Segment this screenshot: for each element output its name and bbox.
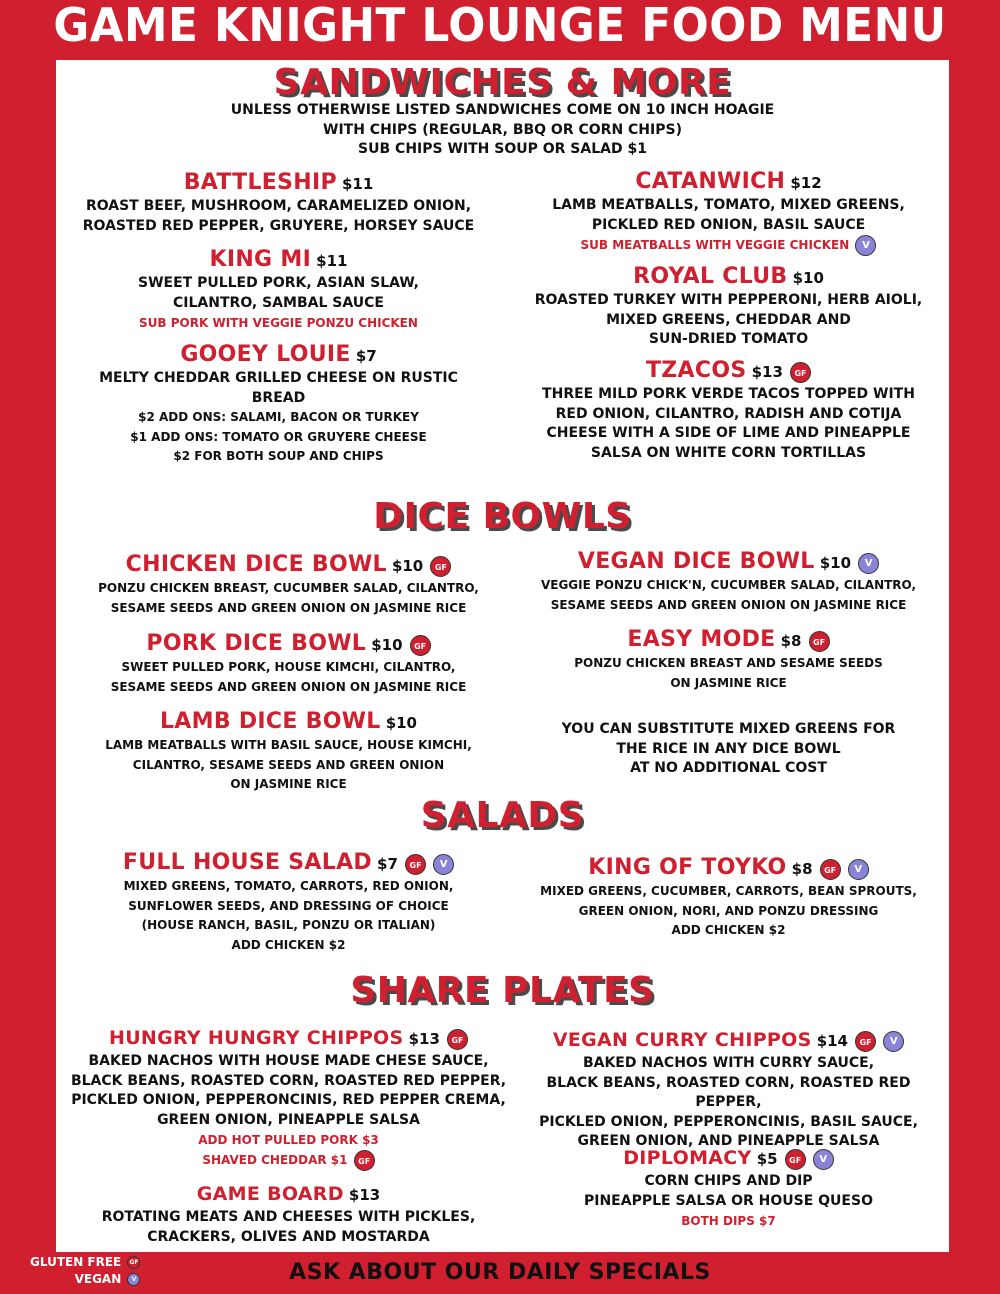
note-line: THE RICE IN ANY DICE BOWL bbox=[616, 740, 841, 757]
gluten-free-icon: GF bbox=[809, 631, 830, 652]
gluten-free-icon: GF bbox=[785, 1149, 806, 1170]
item-desc: GREEN ONION, NORI, AND PONZU DRESSING bbox=[578, 903, 879, 918]
item-desc: BAKED NACHOS WITH HOUSE MADE CHESE SAUCE, bbox=[88, 1053, 489, 1069]
item-desc: ROTATING MEATS AND CHEESES WITH PICKLES, bbox=[101, 1209, 476, 1225]
item-desc: ROASTED RED PEPPER, GRUYERE, HORSEY SAUCE bbox=[82, 217, 475, 234]
item-price: $8 bbox=[791, 860, 813, 878]
menu-item-diplomacy bbox=[516, 1145, 941, 1231]
item-desc: SESAME SEEDS AND GREEN ONION ON JASMINE RICE bbox=[110, 600, 467, 615]
menu-title: GAME KNIGHT LOUNGE FOOD MENU bbox=[53, 0, 947, 52]
menu-item-king-mi bbox=[66, 247, 491, 333]
item-desc: CRACKERS, OLIVES AND MOSTARDA bbox=[147, 1228, 430, 1245]
item-price: $11 bbox=[342, 175, 374, 193]
item-desc: CILANTRO, SAMBAL SAUCE bbox=[173, 294, 384, 311]
gluten-free-icon: GF bbox=[447, 1029, 468, 1050]
item-desc: SUN-DRIED TOMATO bbox=[648, 331, 809, 347]
item-desc: PICKLED ONION, PEPPERONCINIS, RED PEPPER CREMA, bbox=[71, 1092, 506, 1108]
item-extra: $2 ADD ONS: SALAMI, BACON OR TURKEY bbox=[138, 410, 419, 424]
item-price: $13 bbox=[751, 363, 783, 381]
note-line: YOU CAN SUBSTITUTE MIXED GREENS FOR bbox=[561, 721, 896, 737]
menu-item-pork-dice-bowl bbox=[66, 631, 511, 697]
vegan-icon: V bbox=[858, 553, 879, 574]
item-name: LAMB DICE BOWL bbox=[159, 709, 381, 734]
item-desc: ADD CHICKEN $2 bbox=[671, 923, 786, 937]
item-desc: BAKED NACHOS WITH CURRY SAUCE, bbox=[582, 1055, 875, 1071]
menu-item-chicken-dice-bowl bbox=[66, 552, 511, 618]
gluten-free-icon: GF bbox=[820, 859, 841, 880]
item-desc: ROAST BEEF, MUSHROOM, CARAMELIZED ONION, bbox=[85, 198, 472, 214]
item-desc: PINEAPPLE SALSA OR HOUSE QUESO bbox=[584, 1192, 873, 1209]
item-desc: THREE MILD PORK VERDE TACOS TOPPED WITH bbox=[542, 386, 915, 402]
note-line: AT NO ADDITIONAL COST bbox=[630, 760, 827, 776]
legend-gluten-free-label: GLUTEN FREE bbox=[30, 1255, 122, 1269]
daily-specials-banner: ASK ABOUT OUR DAILY SPECIALS bbox=[289, 1260, 711, 1285]
vegan-icon: V bbox=[127, 1273, 140, 1286]
item-desc: SWEET PULLED PORK, HOUSE KIMCHI, CILANTRO, bbox=[121, 660, 456, 674]
gluten-free-icon: GF bbox=[405, 854, 426, 875]
item-name: KING OF TOYKO bbox=[588, 855, 787, 880]
item-price: $10 bbox=[819, 554, 852, 572]
item-note: ADD HOT PULLED PORK $3 bbox=[198, 1133, 379, 1147]
menu-item-lamb-dice-bowl bbox=[66, 709, 511, 795]
intro-line: UNLESS OTHERWISE LISTED SANDWICHES COME ON 10 INCH HOAGIE bbox=[230, 102, 775, 118]
item-extra: $1 ADD ONS: TOMATO OR GRUYERE CHEESE bbox=[130, 429, 427, 444]
gluten-free-icon: GF bbox=[410, 635, 431, 656]
item-desc: CILANTRO, SESAME SEEDS AND GREEN ONION bbox=[132, 757, 445, 772]
section-title-share-plates: SHARE PLATES bbox=[350, 970, 655, 1011]
item-desc: ADD CHICKEN $2 bbox=[231, 937, 346, 952]
gluten-free-icon: GF bbox=[430, 556, 451, 577]
item-price: $7 bbox=[355, 347, 377, 365]
item-name: BATTLESHIP bbox=[183, 170, 337, 195]
item-price: $10 bbox=[385, 714, 417, 732]
item-price: $13 bbox=[408, 1030, 440, 1048]
section-title-salads: SALADS bbox=[420, 795, 585, 836]
item-note: SHAVED CHEDDAR $1 bbox=[202, 1153, 348, 1167]
item-desc: MIXED GREENS, CHEDDAR AND bbox=[606, 311, 851, 328]
menu-item-battleship bbox=[66, 170, 491, 236]
item-desc: SESAME SEEDS AND GREEN ONION ON JASMINE RICE bbox=[550, 597, 907, 612]
menu-item-tzacos bbox=[516, 358, 941, 463]
item-price: $14 bbox=[816, 1032, 848, 1050]
item-desc: LAMB MEATBALLS WITH BASIL SAUCE, HOUSE KIMCHI, bbox=[105, 738, 472, 752]
item-name: ROYAL CLUB bbox=[633, 264, 788, 289]
item-desc: GREEN ONION, AND PINEAPPLE SALSA bbox=[577, 1133, 880, 1149]
menu-item-king-of-toyko bbox=[516, 855, 941, 941]
item-name: HUNGRY HUNGRY CHIPPOS bbox=[109, 1027, 404, 1049]
menu-item-easy-mode bbox=[516, 627, 941, 693]
section-title-sandwiches: SANDWICHES & MORE bbox=[273, 62, 732, 103]
item-price: $10 bbox=[371, 636, 403, 654]
intro-line: SUB CHIPS WITH SOUP OR SALAD $1 bbox=[358, 141, 647, 157]
item-desc: VEGGIE PONZU CHICK'N, CUCUMBER SALAD, CILANTRO, bbox=[540, 578, 917, 592]
menu-item-gooey-louie bbox=[66, 342, 491, 467]
item-name: CHICKEN DICE BOWL bbox=[125, 552, 387, 577]
item-price: $13 bbox=[348, 1186, 381, 1204]
menu-item-vegan-curry-chippos bbox=[516, 1027, 941, 1152]
item-name: PORK DICE BOWL bbox=[146, 631, 367, 656]
item-desc: SUNFLOWER SEEDS, AND DRESSING OF CHOICE bbox=[128, 898, 449, 913]
item-price: $5 bbox=[756, 1150, 778, 1168]
item-desc: SWEET PULLED PORK, ASIAN SLAW, bbox=[138, 275, 419, 291]
legend-vegan-label: VEGAN bbox=[74, 1272, 122, 1286]
item-desc: BREAD bbox=[251, 389, 306, 406]
item-name: VEGAN DICE BOWL bbox=[577, 549, 815, 574]
item-desc: LAMB MEATBALLS, TOMATO, MIXED GREENS, bbox=[552, 197, 905, 213]
item-name: GAME BOARD bbox=[196, 1183, 344, 1205]
gluten-free-icon: GF bbox=[127, 1256, 140, 1269]
section-title-dice-bowls: DICE BOWLS bbox=[373, 496, 632, 537]
menu-item-royal-club bbox=[516, 264, 941, 350]
menu-item-vegan-dice-bowl bbox=[516, 549, 941, 615]
item-price: $8 bbox=[780, 632, 802, 650]
menu-item-catanwich bbox=[516, 169, 941, 256]
gluten-free-icon: GF bbox=[855, 1031, 876, 1052]
item-name: TZACOS bbox=[646, 358, 747, 383]
dietary-legend bbox=[30, 1254, 140, 1288]
item-price: $12 bbox=[790, 174, 822, 192]
item-note: BOTH DIPS $7 bbox=[681, 1214, 776, 1228]
item-desc: PICKLED RED ONION, BASIL SAUCE bbox=[591, 216, 866, 233]
vegan-icon: V bbox=[848, 859, 869, 880]
item-desc: CORN CHIPS AND DIP bbox=[644, 1173, 813, 1189]
item-desc: BLACK BEANS, ROASTED CORN, ROASTED RED PEPPER, bbox=[70, 1072, 507, 1089]
vegan-icon: V bbox=[813, 1149, 834, 1170]
item-price: $10 bbox=[792, 269, 824, 287]
item-desc: ON JASMINE RICE bbox=[670, 675, 787, 690]
dice-bowl-substitute-note bbox=[516, 720, 941, 779]
item-desc: MELTY CHEDDAR GRILLED CHEESE ON RUSTIC bbox=[99, 370, 458, 386]
item-price: $11 bbox=[316, 252, 348, 270]
menu-item-full-house-salad bbox=[66, 850, 511, 955]
sandwich-intro bbox=[56, 101, 949, 160]
item-desc: RED ONION, CILANTRO, RADISH AND COTIJA bbox=[555, 405, 902, 422]
item-desc: MIXED GREENS, TOMATO, CARROTS, RED ONION, bbox=[123, 879, 454, 893]
item-extra: $2 FOR BOTH SOUP AND CHIPS bbox=[173, 449, 384, 463]
item-price: $7 bbox=[377, 855, 398, 873]
item-desc: (HOUSE RANCH, BASIL, PONZU OR ITALIAN) bbox=[141, 918, 436, 932]
item-desc: PONZU CHICKEN BREAST, CUCUMBER SALAD, CILANTRO, bbox=[98, 581, 479, 595]
item-desc: ON JASMINE RICE bbox=[230, 777, 347, 791]
vegan-icon: V bbox=[433, 854, 454, 875]
item-desc: CHEESE WITH A SIDE OF LIME AND PINEAPPLE bbox=[546, 425, 911, 441]
vegan-icon: V bbox=[855, 235, 876, 256]
menu-panel bbox=[56, 60, 949, 1252]
item-note: SUB MEATBALLS WITH VEGGIE CHICKEN bbox=[580, 238, 850, 252]
item-name: KING MI bbox=[209, 247, 312, 272]
menu-item-game-board bbox=[66, 1181, 511, 1247]
item-desc: SESAME SEEDS AND GREEN ONION ON JASMINE RICE bbox=[110, 679, 467, 694]
item-name: VEGAN CURRY CHIPPOS bbox=[552, 1029, 812, 1051]
item-name: GOOEY LOUIE bbox=[180, 342, 351, 367]
gluten-free-icon: GF bbox=[790, 362, 811, 383]
item-desc: PONZU CHICKEN BREAST AND SESAME SEEDS bbox=[574, 656, 883, 670]
item-desc: ROASTED TURKEY WITH PEPPERONI, HERB AIOLI, bbox=[534, 292, 923, 308]
vegan-icon: V bbox=[883, 1031, 904, 1052]
item-desc: BLACK BEANS, ROASTED CORN, ROASTED RED PEPPER, bbox=[546, 1074, 911, 1110]
item-note: SUB PORK WITH VEGGIE PONZU CHICKEN bbox=[139, 316, 418, 330]
item-name: FULL HOUSE SALAD bbox=[122, 850, 372, 875]
intro-line: WITH CHIPS (REGULAR, BBQ OR CORN CHIPS) bbox=[323, 121, 682, 138]
item-price: $10 bbox=[391, 557, 424, 575]
menu-item-hungry-hungry-chippos bbox=[66, 1025, 511, 1171]
item-name: CATANWICH bbox=[635, 169, 786, 194]
item-name: DIPLOMACY bbox=[623, 1147, 752, 1169]
item-desc: GREEN ONION, PINEAPPLE SALSA bbox=[157, 1111, 420, 1128]
item-desc: MIXED GREENS, CUCUMBER, CARROTS, BEAN SPROUTS, bbox=[540, 884, 917, 898]
item-desc: SALSA ON WHITE CORN TORTILLAS bbox=[590, 444, 867, 461]
item-desc: PICKLED ONION, PEPPERONCINIS, BASIL SAUCE, bbox=[539, 1113, 918, 1130]
gluten-free-icon: GF bbox=[354, 1150, 375, 1171]
item-name: EASY MODE bbox=[627, 627, 776, 652]
